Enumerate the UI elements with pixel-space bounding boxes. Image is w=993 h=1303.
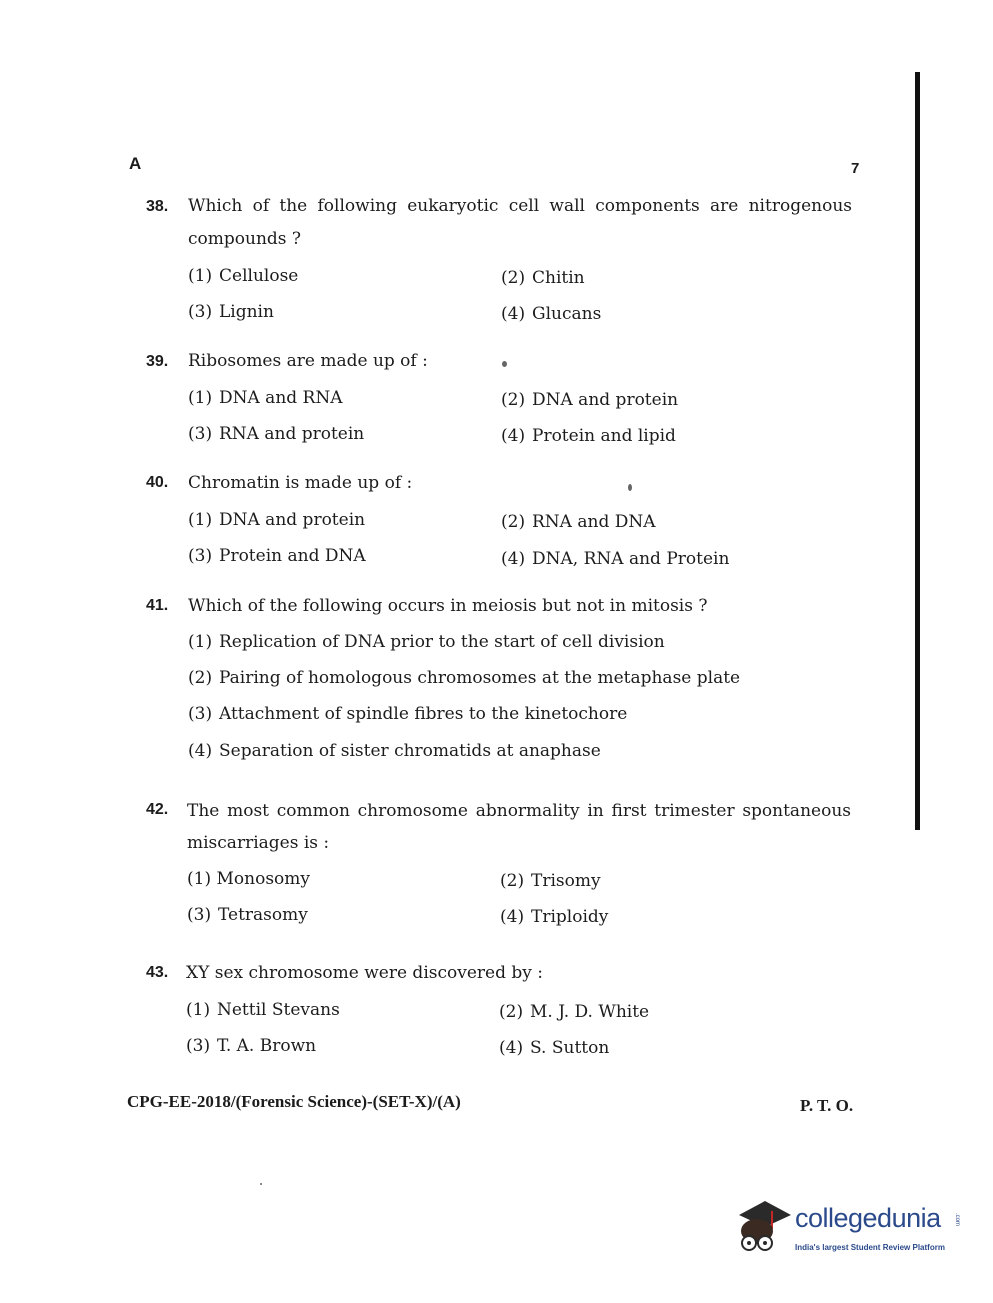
option-3 <box>188 424 364 444</box>
paper-code: CPG-EE-2018/(Forensic Science)-(SET-X)/(A) <box>127 1092 461 1111</box>
scan-speck <box>628 484 632 491</box>
option-4 <box>499 1038 609 1058</box>
question-text: XY sex chromosome were discovered by : <box>186 963 543 983</box>
option-3 <box>188 546 366 566</box>
option-1 <box>187 869 310 889</box>
mascot-logo-icon <box>735 1197 795 1257</box>
option-text: Protein and lipid <box>532 426 676 446</box>
question-number: 43. <box>146 964 169 981</box>
option-text: Nettil Stevans <box>217 1000 340 1020</box>
option-4 <box>501 549 729 569</box>
option-number: (3) <box>188 424 213 444</box>
option-4 <box>501 304 601 324</box>
option-number: (2) <box>500 871 525 891</box>
option-3 <box>188 302 274 322</box>
option-text: DNA and protein <box>219 510 366 530</box>
question-text: Ribosomes are made up of : <box>188 351 428 371</box>
option-number: (4) <box>499 1038 524 1058</box>
option-3 <box>186 1036 316 1056</box>
option-text: Triploidy <box>531 907 609 927</box>
option-number: (1) <box>188 388 213 408</box>
option-text: Tetrasomy <box>218 905 308 925</box>
option-number: (2) <box>499 1002 524 1022</box>
option-1 <box>188 266 298 286</box>
option-number: (2) <box>501 390 526 410</box>
option-number: (2) <box>501 268 526 288</box>
option-4 <box>501 426 676 446</box>
option-number: (2) <box>188 668 213 688</box>
question-text: Which of the following eukaryotic cell wall components are nitrogenous <box>188 196 852 216</box>
option-2 <box>500 871 601 891</box>
option-4 <box>500 907 608 927</box>
option-number: (3) <box>187 905 212 925</box>
option-text: DNA, RNA and Protein <box>532 549 730 569</box>
option-1 <box>188 388 343 408</box>
option-2 <box>499 1002 649 1022</box>
please-turn-over: P. T. O. <box>800 1096 854 1115</box>
collegedunia-watermark <box>735 1197 965 1257</box>
option-number: (1) <box>188 510 213 530</box>
brand-name: collegedunia <box>795 1203 941 1233</box>
option-text: T. A. Brown <box>217 1036 317 1056</box>
option-number: (1) <box>188 632 213 652</box>
option-number: (3) <box>188 546 213 566</box>
option-number: (3) <box>188 704 213 724</box>
option-text: RNA and DNA <box>532 512 656 532</box>
question-number: 42. <box>146 801 169 818</box>
set-label: A <box>129 154 142 173</box>
option-text: Glucans <box>532 304 602 324</box>
option-number: (1) <box>186 1000 211 1020</box>
option-text: Trisomy <box>531 871 601 891</box>
option-number: (4) <box>188 741 213 761</box>
brand-tagline: India's largest Student Review Platform <box>795 1243 945 1252</box>
option-2 <box>188 668 740 688</box>
scan-speck <box>502 361 507 367</box>
question-text-cont: miscarriages is : <box>187 833 330 853</box>
option-number: (4) <box>501 304 526 324</box>
option-1 <box>188 510 365 530</box>
option-1 <box>186 1000 340 1020</box>
margin-bar <box>915 72 920 830</box>
question-text: Which of the following occurs in meiosis but not in mitosis ? <box>188 596 708 616</box>
page-number: 7 <box>851 160 860 177</box>
option-number: (1) <box>188 266 213 286</box>
option-text: Cellulose <box>219 266 299 286</box>
option-2 <box>501 512 656 532</box>
question-text: The most common chromosome abnormality in first trimester spontaneous <box>187 801 851 821</box>
question-number: 41. <box>146 597 169 614</box>
option-number: (4) <box>500 907 525 927</box>
option-2 <box>501 390 678 410</box>
option-number: (1) <box>187 869 212 889</box>
scan-speck <box>260 1183 262 1185</box>
question-text-cont: compounds ? <box>188 229 302 249</box>
option-2 <box>501 268 585 288</box>
option-text: RNA and protein <box>219 424 365 444</box>
question-number: 38. <box>146 198 169 215</box>
option-3 <box>188 704 627 724</box>
question-text: Chromatin is made up of : <box>188 473 413 493</box>
option-number: (4) <box>501 426 526 446</box>
option-text: Replication of DNA prior to the start of cell division <box>219 632 665 652</box>
question-number: 40. <box>146 474 169 491</box>
option-text: Monosomy <box>216 869 311 889</box>
option-4 <box>188 741 601 761</box>
option-text: Chitin <box>532 268 585 288</box>
option-text: DNA and protein <box>532 390 679 410</box>
option-number: (4) <box>501 549 526 569</box>
option-number: (3) <box>188 302 213 322</box>
option-number: (3) <box>186 1036 211 1056</box>
brand-suffix: .com <box>954 1213 960 1227</box>
question-number: 39. <box>146 353 169 370</box>
option-text: Pairing of homologous chromosomes at the metaphase plate <box>219 668 741 688</box>
option-text: Separation of sister chromatids at anaphase <box>219 741 601 761</box>
option-text: Protein and DNA <box>219 546 366 566</box>
option-text: Lignin <box>219 302 274 322</box>
option-text: Attachment of spindle fibres to the kinetochore <box>219 704 628 724</box>
option-text: M. J. D. White <box>530 1002 650 1022</box>
option-number: (2) <box>501 512 526 532</box>
option-text: DNA and RNA <box>219 388 343 408</box>
option-3 <box>187 905 308 925</box>
option-1 <box>188 632 665 652</box>
option-text: S. Sutton <box>530 1038 610 1058</box>
